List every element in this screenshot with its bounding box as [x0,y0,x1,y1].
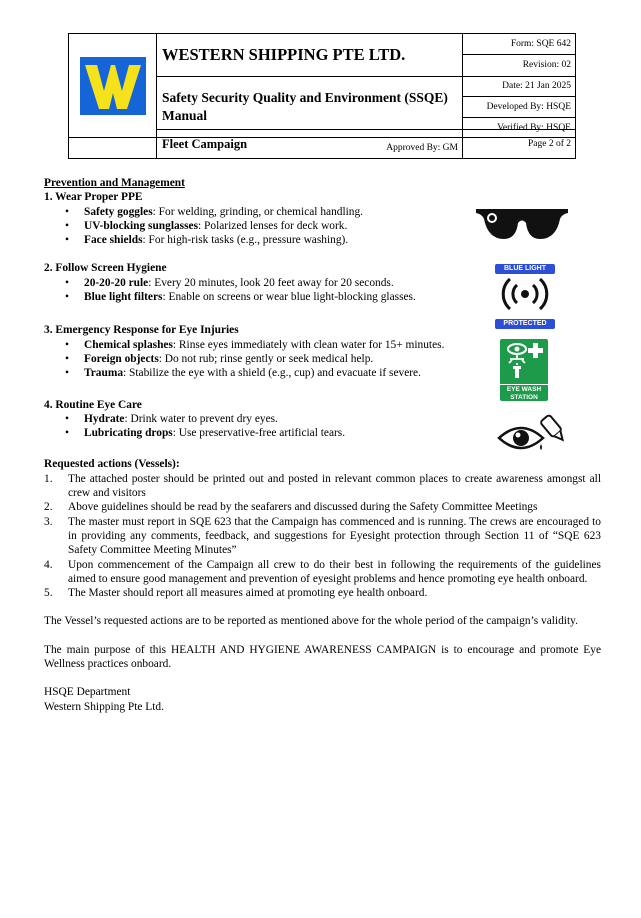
list-item: • Lubricating drops: Use preservative-free artificial tears. [84,426,601,440]
list-item: • Trauma: Stabilize the eye with a shield (e.g., cup) and evacuate if severe. [84,366,601,380]
list-item: 5. The Master should report all measures aimed at promoting eye health onboard. [44,587,428,600]
campaign-row [68,129,576,159]
eye-wash-label-line2: STATION [510,394,538,401]
list-item: • Hydrate: Drink water to prevent dry eyes. [84,412,601,426]
department-signature: HSQE Department [44,686,131,699]
list-item: • Foreign objects: Do not rub; rinse gently or seek medical help. [84,352,601,366]
date: Date: 21 Jan 2025 [463,76,576,97]
company-logo [80,57,146,115]
section-title: 4. Routine Eye Care [44,398,142,411]
signal-waves-icon [495,274,555,314]
list-item: • 20-20-20 rule: Every 20 minutes, look 20 feet away for 20 seconds. [84,276,601,290]
list-item: • Safety goggles: For welding, grinding, or chemical handling. [84,205,601,219]
blue-light-protected-icon [495,264,555,326]
logo-cell [69,34,157,138]
manual-title: Safety Security Quality and Environment (SSQE) Manual [157,76,463,138]
company-name: WESTERN SHIPPING PTE LTD. [157,34,463,77]
eye-wash-label-line1: EYE WASH [506,386,542,393]
list-item: 2. Above guidelines should be read by the seafarers and discussed during the Safety Committee Meetings [44,501,538,514]
page-number: Page 2 of 2 [463,130,576,159]
list-item: 1. The attached poster should be printed out and posted in relevant common places to create awareness amongst all crew and visitors [44,472,601,500]
purpose-paragraph: The main purpose of this HEALTH AND HYGIENE AWARENESS CAMPAIGN is to encourage and promote Eye Wellness practices onboard. [44,643,601,671]
eye-wash-symbol-icon [500,339,548,379]
list-item: • Blue light filters: Enable on screens or wear blue light-blocking glasses. [84,290,601,304]
revision: Revision: 02 [463,55,576,76]
list-item: 3. The master must report in SQE 623 that the Campaign has commenced and is running. The crews are encouraged to in providing any comments, feedback, and suggestions for Eyesight protection through Section 11 of “SQE 623 Safety Committee Meeting Minutes” [44,515,601,557]
list-item: • Face shields: For high-risk tasks (e.g., pressure washing). [84,233,601,247]
actions-heading: Requested actions (Vessels): [44,458,180,471]
company-signature: Western Shipping Pte Ltd. [44,700,164,713]
prevention-heading: Prevention and Management [44,177,185,189]
section-title: 1. Wear Proper PPE [44,191,143,204]
section-title: 2. Follow Screen Hygiene [44,262,167,275]
protected-label: PROTECTED [495,319,555,329]
closing-paragraph: The Vessel’s requested actions are to be reported as mentioned above for the whole period of the campaign’s validity. [44,615,578,628]
list-item: 4. Upon commencement of the Campaign all crew to do their best in following the requirements of the guidelines aimed to ensure good management and prevention of eyesight problems and hence promoting eye health onboard. [44,558,601,585]
eye-wash-station-icon [500,339,548,401]
campaign-title: Fleet Campaign [157,130,463,159]
list-item: • Chemical splashes: Rinse eyes immediately with clean water for 15+ minutes. [84,338,601,352]
eye-drops-icon [497,414,565,456]
actions-list [44,472,601,601]
blue-light-label: BLUE LIGHT [495,264,555,274]
verified-by: Verified By: HSQE [463,117,576,138]
list-item: • UV-blocking sunglasses: Polarized lenses for deck work. [84,219,601,233]
section-title: 3. Emergency Response for Eye Injuries [44,324,239,337]
approved-by: Approved By: GM [157,138,463,159]
form-number: Form: SQE 642 [463,34,576,55]
developed-by: Developed By: HSQE [463,97,576,118]
sunglasses-icon [474,205,570,245]
